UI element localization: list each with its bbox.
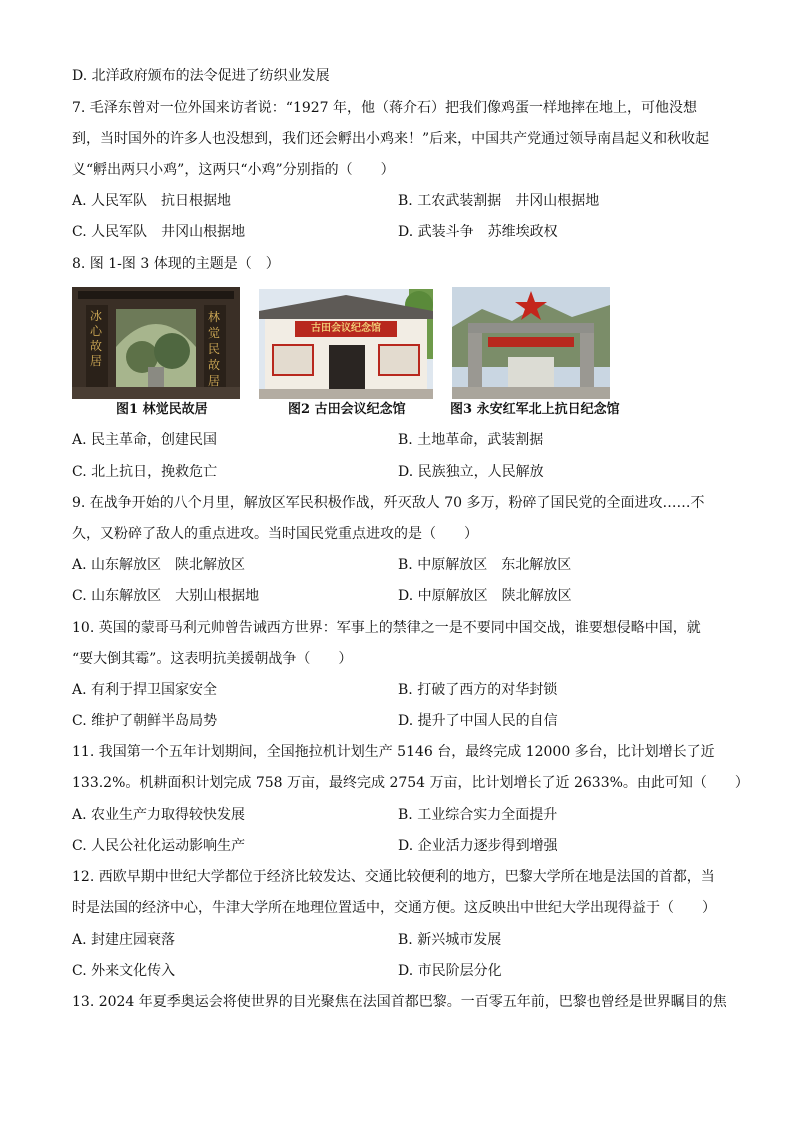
figure-2-image <box>259 289 433 399</box>
q12-option-b: B. 新兴城市发展 <box>398 932 502 948</box>
q12-option-c: C. 外来文化传入 <box>72 963 176 979</box>
q11-option-d: D. 企业活力逐步得到增强 <box>398 838 558 854</box>
q9-option-c: C. 山东解放区 大别山根据地 <box>72 588 260 604</box>
q8-option-b: B. 土地革命，武装割据 <box>398 432 544 448</box>
q11-option-c: C. 人民公社化运动影响生产 <box>72 838 246 854</box>
q9-option-d: D. 中原解放区 陕北解放区 <box>398 588 572 604</box>
q9-text-line2: 久，又粉碎了敌人的重点进攻。当时国民党重点进攻的是（ ） <box>72 526 478 542</box>
q10-option-c: C. 维护了朝鲜半岛局势 <box>72 713 218 729</box>
q9-option-a: A. 山东解放区 陕北解放区 <box>72 557 246 573</box>
q6-option-d: D. 北洋政府颁布的法令促进了纺织业发展 <box>72 68 330 84</box>
q8-option-c: C. 北上抗日，挽救危亡 <box>72 464 218 480</box>
q7-text-line1: 7. 毛泽东曾对一位外国来访者说：“1927 年，他（蒋介石）把我们像鸡蛋一样地摔在地上，可他没想 <box>72 100 698 116</box>
q10-text-line1: 10. 英国的蒙哥马利元帅曾告诫西方世界：军事上的禁律之一是不要同中国交战，谁要想侵略中国，就 <box>72 620 701 636</box>
figure-2-caption: 图2 古田会议纪念馆 <box>288 402 406 417</box>
q7-text-line2: 到，当时国外的许多人也没想到，我们还会孵出小鸡来！”后来，中国共产党通过领导南昌起义和秋收起 <box>72 131 710 147</box>
figure-3-caption: 图3 永安红军北上抗日纪念馆 <box>450 402 620 417</box>
q11-text-line2: 133.2%。机耕面积计划完成 758 万亩，最终完成 2754 万亩，比计划增长了近 2633%。由此可知（ ） <box>72 775 749 791</box>
q11-text-line1: 11. 我国第一个五年计划期间，全国拖拉机计划生产 5146 台，最终完成 12000 多台，比计划增长了近 <box>72 744 715 760</box>
q7-option-b: B. 工农武装割据 井冈山根据地 <box>398 193 600 209</box>
figure-1-plaque-left: 冰心故居 <box>90 309 103 368</box>
q11-option-a: A. 农业生产力取得较快发展 <box>72 807 246 823</box>
q12-option-a: A. 封建庄园衰落 <box>72 932 176 948</box>
q8-option-d: D. 民族独立，人民解放 <box>398 464 544 480</box>
q7-option-a: A. 人民军队 抗日根据地 <box>72 193 232 209</box>
q7-text-line3: 义“孵出两只小鸡”，这两只“小鸡”分别指的（ ） <box>72 162 395 178</box>
q10-option-d: D. 提升了中国人民的自信 <box>398 713 558 729</box>
figure-3-image <box>452 287 610 399</box>
q7-option-d: D. 武装斗争 苏维埃政权 <box>398 224 558 240</box>
q10-option-b: B. 打破了西方的对华封锁 <box>398 682 558 698</box>
q8-option-a: A. 民主革命，创建民国 <box>72 432 218 448</box>
q7-option-c: C. 人民军队 井冈山根据地 <box>72 224 246 240</box>
q12-text-line1: 12. 西欧早期中世纪大学都位于经济比较发达、交通比较便利的地方，巴黎大学所在地是法国的首都，当 <box>72 869 715 885</box>
figure-1-image <box>72 287 240 399</box>
q13-text-line1: 13. 2024 年夏季奥运会将使世界的目光聚焦在法国首都巴黎。一百零五年前，巴黎也曾经是世界瞩目的焦 <box>72 994 727 1010</box>
figure-2-sign: 古田会议纪念馆 <box>311 323 381 334</box>
q8-text: 8. 图 1-图 3 体现的主题是（ ） <box>72 256 280 272</box>
figure-1-plaque-right: 林觉民故居 <box>208 310 221 388</box>
q12-text-line2: 时是法国的经济中心，牛津大学所在地理位置适中，交通方便。这反映出中世纪大学出现得益于（ ） <box>72 900 716 916</box>
q9-option-b: B. 中原解放区 东北解放区 <box>398 557 572 573</box>
q9-text-line1: 9. 在战争开始的八个月里，解放区军民积极作战，歼灭敌人 70 多万，粉碎了国民党的全面进攻……不 <box>72 495 705 511</box>
q10-text-line2: “要大倒其霉”。这表明抗美援朝战争（ ） <box>72 651 353 667</box>
q11-option-b: B. 工业综合实力全面提升 <box>398 807 558 823</box>
q12-option-d: D. 市民阶层分化 <box>398 963 502 979</box>
q10-option-a: A. 有利于捍卫国家安全 <box>72 682 218 698</box>
figure-1-caption: 图1 林觉民故居 <box>116 402 208 417</box>
